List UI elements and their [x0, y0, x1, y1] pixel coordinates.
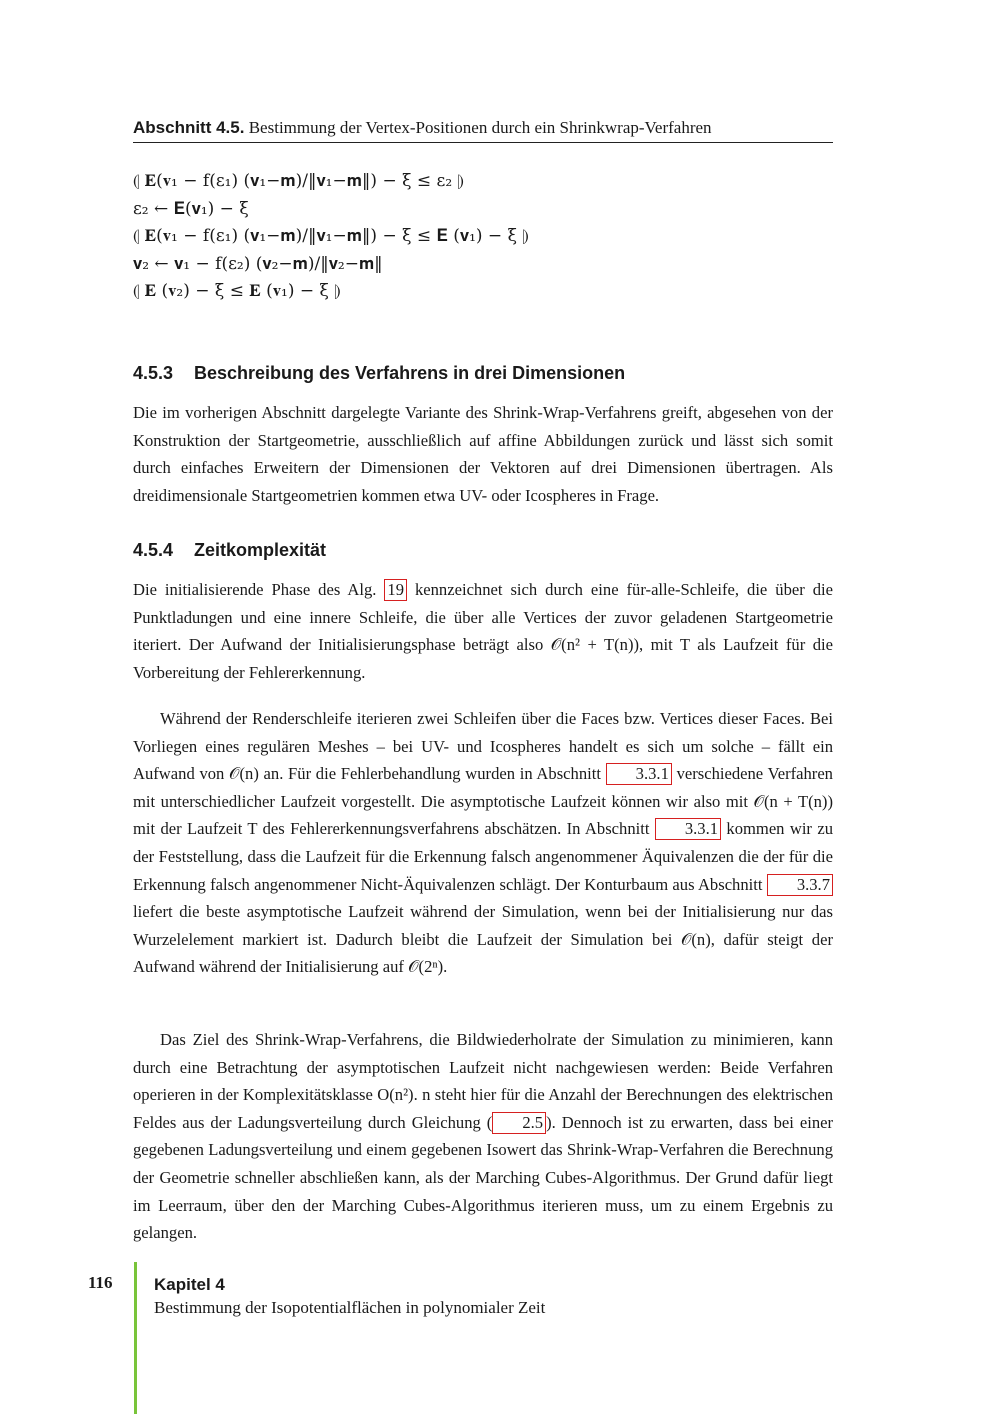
math-line: 𝐯₂ ← 𝐯₁ − f(ε₂) (𝐯₂−𝐦)/‖𝐯₂−𝐦‖: [133, 253, 383, 274]
running-header: [133, 117, 833, 143]
math-line: ε₂ ← 𝐄(𝐯₁) − ξ: [133, 198, 249, 219]
text-run: Während der Renderschleife iterieren zwei Schleifen über die Faces bzw. Vertices dieser Faces. Bei Vorliegen eines regulären Meshes – bei UV- und Icospheres handelt es sich um solche – fällt ein Aufwand von 𝒪(n) an. Für die Fehlerbehandlung wurden in Abschnitt: [133, 709, 833, 784]
section-title: Zeitkomplexität: [194, 540, 327, 560]
math-block: [133, 168, 833, 306]
page-number: 116: [88, 1273, 113, 1292]
paragraph: [133, 705, 833, 981]
text-run: ). Dennoch ist zu erwarten, dass bei einer gegebenen Ladungsverteilung und einem gegebenen Isowert das Shrink-Wrap-Verfahren die Berechnung der Geometrie schneller abschließen kann, als der Marching Cubes-Algorithmus. Der Grund dafür liegt im Leerraum, über den der Marching Cubes-Algorithmus iterieren muss, um zu einem Ergebnis zu gelangen.: [133, 1112, 834, 1243]
text-run: liefert die beste asymptotische Laufzeit während der Simulation, wenn bei der Initialisierung nur das Wurzelelement markiert ist. Dadurch bleibt die Laufzeit der Simulation bei 𝒪(n), dafür steigt der Aufwand während der Initialisierung auf 𝒪(2ⁿ).: [133, 902, 833, 977]
footer-accent-bar: [134, 1262, 137, 1414]
math-line: ⦇ 𝐄(𝐯₁ − f(ε₁) (𝐯₁−𝐦)/‖𝐯₁−𝐦‖) − ξ ≤ 𝐄 (𝐯₁) − ξ ⦈: [133, 226, 529, 246]
section-number: 4.5.3: [133, 363, 174, 383]
paragraph: Die im vorherigen Abschnitt dargelegte Variante des Shrink-Wrap-Verfahrens greift, abgesehen von der Konstruktion der Startgeometrie, ausschließlich auf affine Abbildungen zurück und lässt sich somit durch einfaches Erweitern der Dimensionen der Vektoren auf drei Dimensionen übertragen. Als dreidimensionale Startgeometrien kommen etwa UV- oder Icospheres in Frage.: [133, 403, 833, 505]
section-link[interactable]: 3.3.1: [606, 763, 672, 785]
text-run: kommen wir zu der Feststellung, dass die Laufzeit für die Erkennung falsch angenommener Äquivalenzen die der für die Erkennung falsch angenommener Nicht-Äquivalenzen schlägt. Der Konturbaum aus Abschnitt: [133, 819, 833, 894]
footer-chapter: Kapitel 4: [154, 1275, 225, 1294]
section-heading-4-5-3: [133, 361, 833, 385]
header-section-title: Bestimmung der Vertex-Positionen durch ein Shrinkwrap-Verfahren: [248, 118, 712, 137]
equation-link[interactable]: 2.5: [492, 1112, 546, 1134]
section-title: Beschreibung des Verfahrens in drei Dimensionen: [194, 363, 626, 383]
math-line: ⦇ 𝐄(𝐯₁ − f(ε₁) (𝐯₁−𝐦)/‖𝐯₁−𝐦‖) − ξ ≤ ε₂ ⦈: [133, 171, 464, 191]
math-line: ⦇ 𝐄 (𝐯₂) − ξ ≤ 𝐄 (𝐯₁) − ξ ⦈: [133, 281, 341, 301]
section-number: 4.5.4: [133, 540, 174, 560]
text-run: kennzeichnet sich durch eine für-alle-Schleife, die über die Punktladungen und eine innere Schleife, die über alle Vertices der zuvor geladenen Startgeometrie iteriert. Der Aufwand der Initialisierungsphase beträgt also 𝒪(n² + T(n)), mit T als Laufzeit für die Vorbereitung der Fehlererkennung.: [133, 580, 833, 682]
paragraph: [133, 1026, 833, 1247]
text-run: Das Ziel des Shrink-Wrap-Verfahrens, die Bildwiederholrate der Simulation zu minimieren, kann durch eine Betrachtung der asymptotischen Laufzeit nicht nachgewiesen werden: Beide Verfahren operieren in der Komplexitätsklasse O(n²). n steht hier für die Anzahl der Berechnungen des elektrischen Feldes aus der Ladungsverteilung durch Gleichung (: [133, 1030, 833, 1132]
section-link[interactable]: 3.3.7: [767, 874, 833, 896]
section-link[interactable]: 3.3.1: [655, 818, 721, 840]
algorithm-link[interactable]: 19: [384, 579, 407, 601]
paragraph: [133, 576, 833, 686]
section-heading-4-5-4: [133, 538, 833, 562]
header-section-label: Abschnitt 4.5.: [133, 118, 245, 137]
footer-chapter-title: Bestimmung der Isopotentialflächen in polynomialer Zeit: [154, 1298, 546, 1317]
text-run: Die initialisierende Phase des Alg.: [133, 580, 377, 599]
footer-chapter-info: [154, 1273, 545, 1319]
text-run: verschiedene Verfahren mit unterschiedlicher Laufzeit vorgestellt. Die asymptotische Laufzeit können wir also mit 𝒪(n + T(n)) mit der Laufzeit T des Fehlererkennungsverfahrens abschätzen. In Abschnitt: [133, 764, 833, 839]
